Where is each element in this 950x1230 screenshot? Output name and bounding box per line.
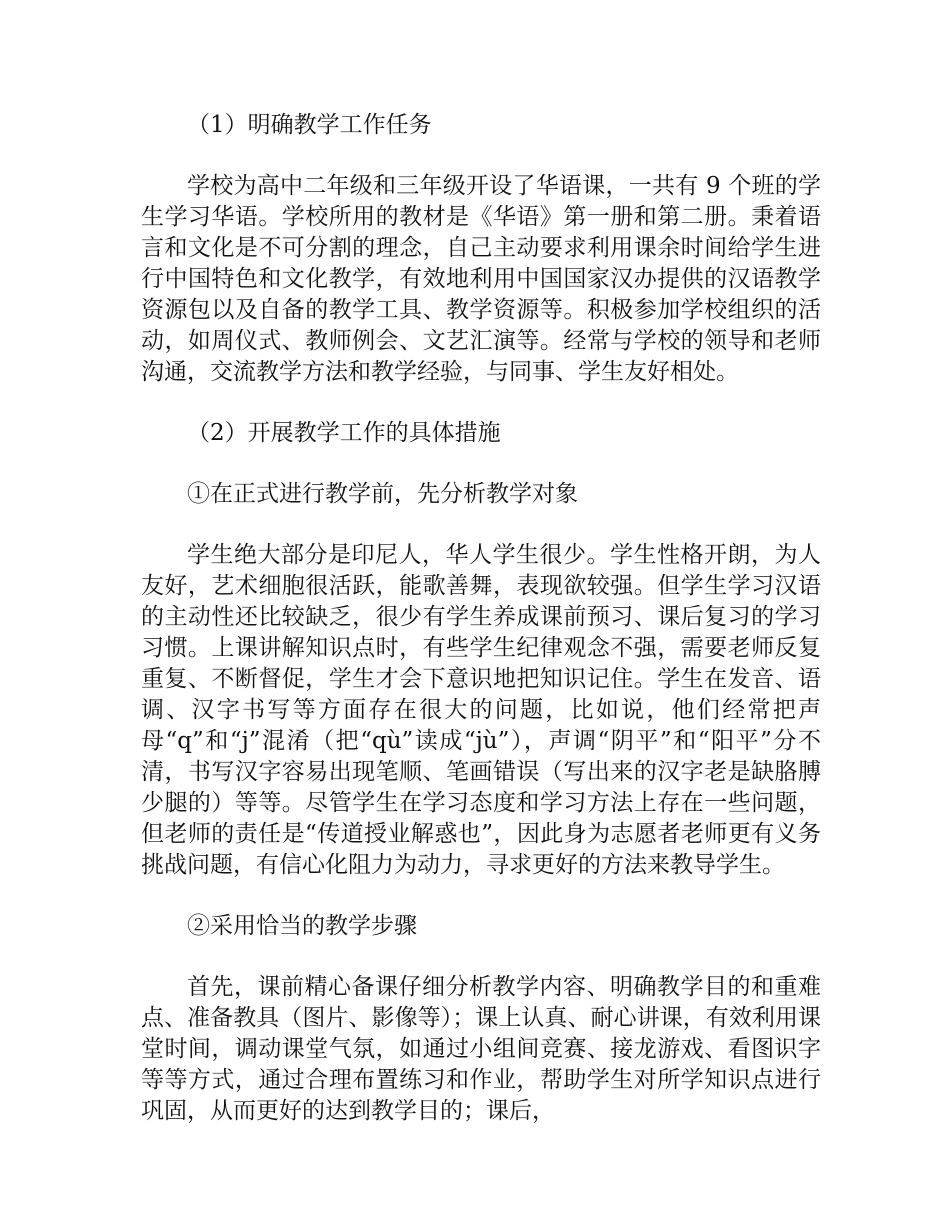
spacer xyxy=(141,942,821,972)
paragraph-3: 首先，课前精心备课仔细分析教学内容、明确教学目的和重难点、准备教具（图片、影像等）；课上认真、耐心讲课，有效利用课堂时间，调动课堂气氛，如通过小组间竞赛、接龙游戏、看图识字等等方式，通过合理布置练习和作业，帮助学生对所学知识点进行巩固，从而更好的达到教学目的；课后， xyxy=(141,974,821,1124)
document-body xyxy=(141,110,821,1127)
spacer xyxy=(141,388,821,418)
spacer xyxy=(141,449,821,479)
paragraph-1: 学校为高中二年级和三年级开设了华语课，一共有 9 个班的学生学习华语。学校所用的教材是《华语》第一册和第二册。秉着语言和文化是不可分割的理念，自己主动要求利用课余时间给学生进行中国特色和文化教学，有效地利用中国国家汉办提供的汉语教学资源包以及自备的教学工具、教学资源等。积极参加学校组织的活动，如周仪式、教师例会、文艺汇演等。经常与学校的领导和老师沟通，交流教学方法和教学经验，与同事、学生友好相处。 xyxy=(141,173,821,385)
subheading-2: ②采用恰当的教学步骤 xyxy=(187,913,417,939)
spacer xyxy=(141,510,821,540)
paragraph-2: 学生绝大部分是印尼人，华人学生很少。学生性格开朗，为人友好，艺术细胞很活跃，能歌善舞，表现欲较强。但学生学习汉语的主动性还比较缺乏，很少有学生养成课前预习、课后复习的学习习惯。上课讲解知识点时，有些学生纪律观念不强，需要老师反复重复、不断督促，学生才会下意识地把知识记住。学生在发音、语调、汉字书写等方面存在很大的问题，比如说，他们经常把声母“q”和“j”混淆（把“qù”读成“jù”），声调“阴平”和“阳平”分不清，书写汉字容易出现笔顺、笔画错误（写出来的汉字老是缺胳膊少腿的）等等。尽管学生在学习态度和学习方法上存在一些问题，但老师的责任是“传道授业解惑也”，因此身为志愿者老师更有义务挑战问题，有信心化阻力为动力，寻求更好的方法来教导学生。 xyxy=(141,542,821,878)
section-heading-1: （1）明确教学工作任务 xyxy=(187,112,432,138)
spacer xyxy=(141,881,821,911)
section-heading-2: （2）开展教学工作的具体措施 xyxy=(187,420,501,446)
subheading-1: ①在正式进行教学前，先分析教学对象 xyxy=(187,481,578,507)
spacer xyxy=(141,141,821,171)
